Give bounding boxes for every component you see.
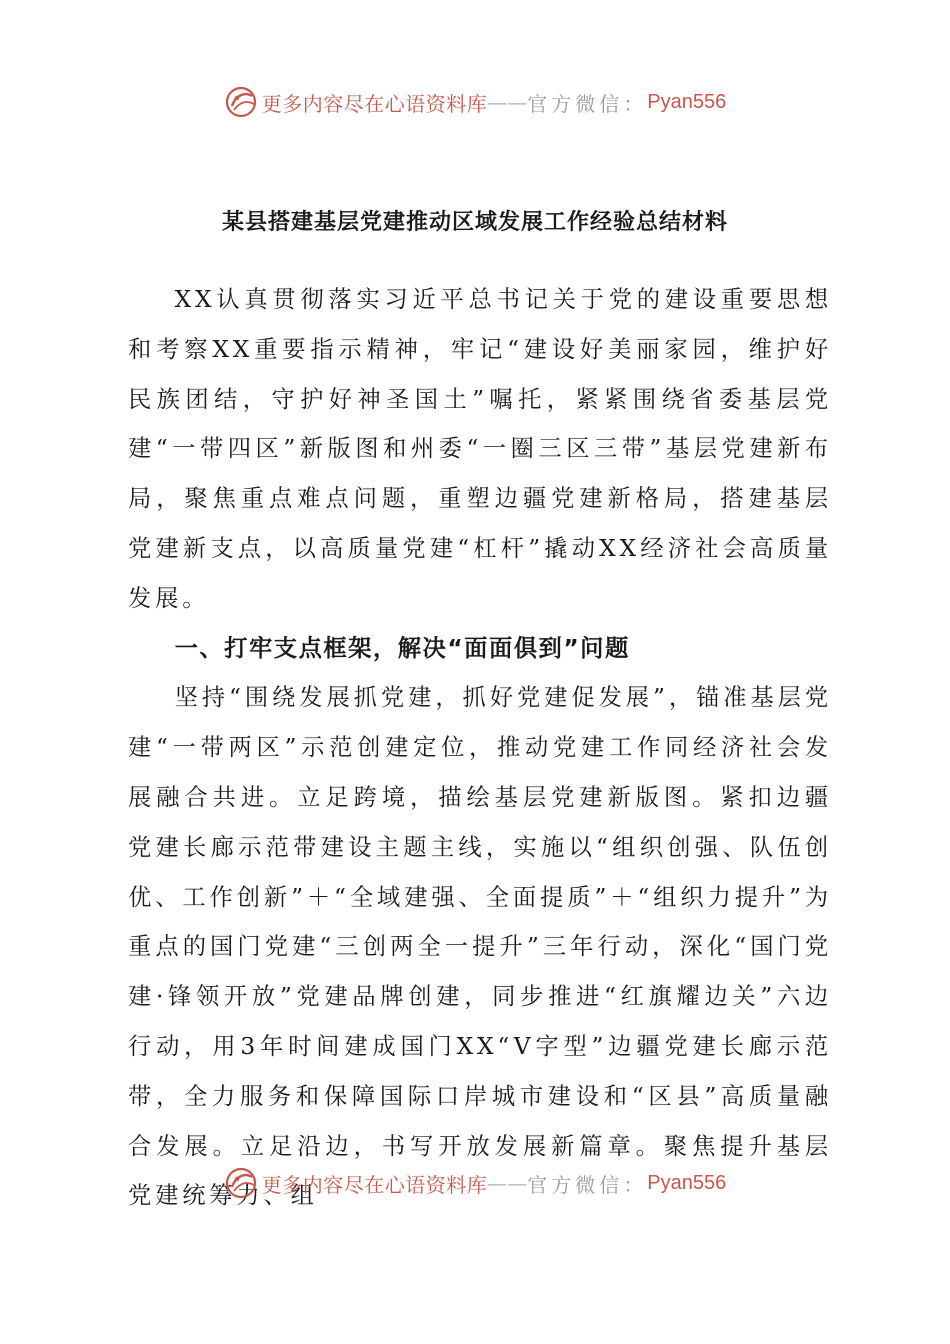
document-title: 某县搭建基层党建推动区域发展工作经验总结材料 <box>221 210 728 235</box>
intro-paragraph: XX认真贯彻落实习近平总书记关于党的建设重要思想和考察XX重要指示精神，牢记“建设好美丽家园，维护好民族团结，守护好神圣国土”嘱托，紧紧围绕省委基层党建“一带四区”新版图和州委“一圈三区三带”基层党建新布局，聚焦重点难点问题，重塑边疆党建新格局，搭建基层党建新支点，以高质量党建“杠杆”撬动XX经济社会高质量发展。 <box>128 286 832 612</box>
brand-logo-icon <box>224 84 260 120</box>
banner-wechat-label: 官方微信： <box>527 1172 648 1197</box>
banner-wechat-label: 官方微信： <box>527 91 648 116</box>
header-banner <box>0 82 950 122</box>
footer-banner <box>0 1163 950 1203</box>
banner-brand-text: 更多内容尽在心语资料库 <box>261 91 488 116</box>
banner-dash: —— <box>487 1171 528 1195</box>
document-body <box>128 275 832 1221</box>
banner-wechat-id: Pyan556 <box>647 1171 727 1194</box>
section-1-heading: 一、打牢支点框架，解决“面面俱到”问题 <box>174 634 630 662</box>
brand-logo-icon <box>224 1165 260 1201</box>
banner-dash: —— <box>487 90 528 114</box>
banner-brand-text: 更多内容尽在心语资料库 <box>261 1172 488 1197</box>
section-1-paragraph: 坚持“围绕发展抓党建，抓好党建促发展”，锚准基层党建“一带两区”示范创建定位，推动党建工作同经济社会发展融合共进。立足跨境，描绘基层党建新版图。紧扣边疆党建长廊示范带建设主题主线，实施以“组织创强、队伍创优、工作创新”＋“全域建强、全面提质”＋“组织力提升”为重点的国门党建“三创两全一提升”三年行动，深化“国门党建·锋领开放”党建品牌创建，同步推进“红旗耀边关”六边行动，用3年时间建成国门XX“V字型”边疆党建长廊示范带，全力服务和保障国际口岸城市建设和“区县”高质量融合发展。立足沿边，书写开放发展新篇章。聚焦提升基层党建统筹力、组 <box>128 684 832 1210</box>
banner-wechat-id: Pyan556 <box>647 90 727 113</box>
